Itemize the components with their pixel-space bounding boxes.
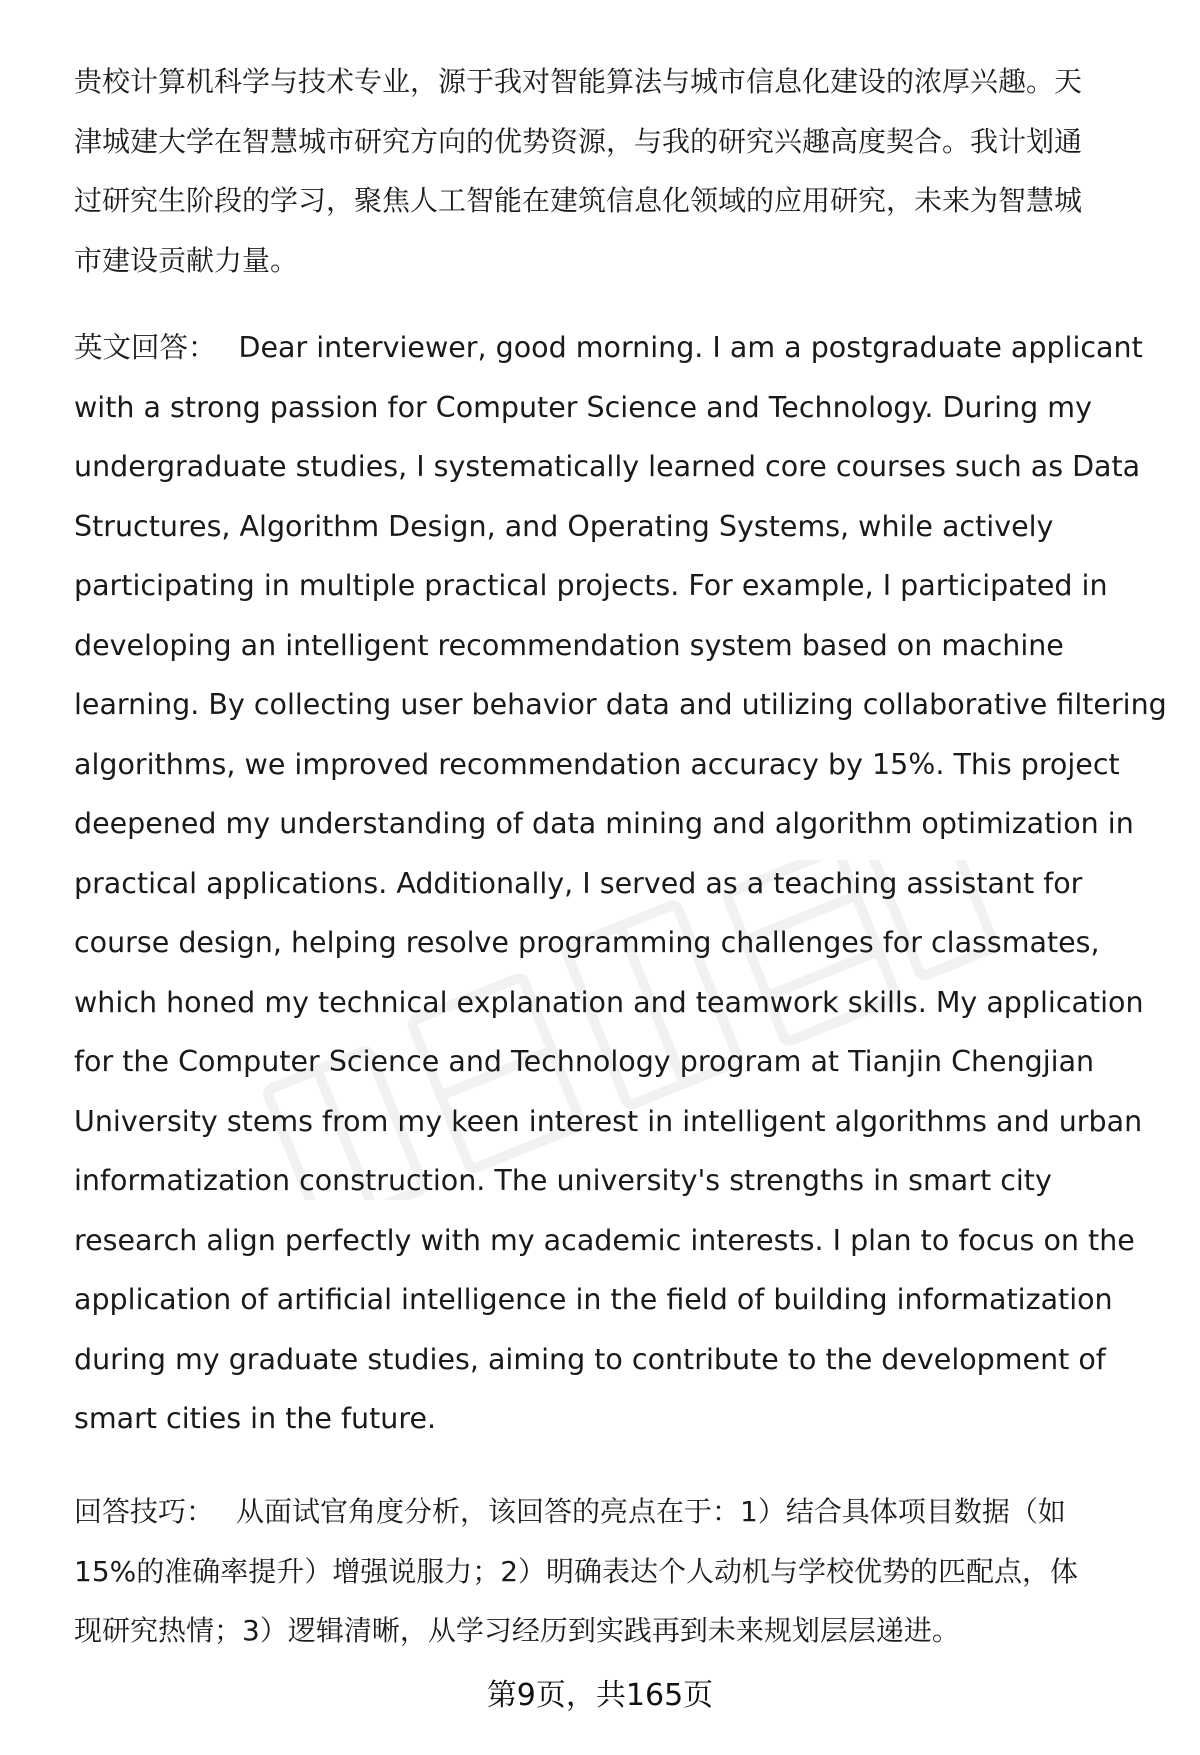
paragraph-line: for the Computer Science and Technology program at Tianjin Chengjian <box>74 1045 1095 1078</box>
paragraph-line: which honed my technical explanation and teamwork skills. My application <box>74 985 1144 1019</box>
paragraph-line: participating in multiple practical projects. For example, I participated in <box>74 569 1108 602</box>
paragraph-line: 过研究生阶段的学习，聚焦人工智能在建筑信息化领域的应用研究，未来为智慧城 <box>74 184 1083 217</box>
paragraph-line: during my graduate studies, aiming to contribute to the development of <box>74 1342 1106 1376</box>
paragraph-line: Structures, Algorithm Design, and Operating Systems, while actively <box>74 509 1054 543</box>
answer-tips-paragraph <box>74 1482 1154 1661</box>
paragraph-line: 15%的准确率提升）增强说服力；2）明确表达个人动机与学校优势的匹配点，体 <box>74 1554 1079 1588</box>
chinese-answer-paragraph <box>74 52 1154 290</box>
paragraph-line: with a strong passion for Computer Science and Technology. During my <box>74 390 1092 424</box>
answer-tips-label: 回答技巧： <box>74 1495 215 1528</box>
paragraph-line: developing an intelligent recommendation system based on machine <box>74 628 1064 662</box>
english-answer-label: 英文回答： <box>74 331 217 364</box>
paragraph-line: smart cities in the future. <box>74 1402 437 1435</box>
paragraph-line: practical applications. Additionally, I served as a teaching assistant for <box>74 866 1083 900</box>
paragraph-line <box>74 1482 1154 1542</box>
paragraph-line: 市建设贡献力量。 <box>74 243 299 277</box>
paragraph-line: learning. By collecting user behavior data and utilizing collaborative filtering <box>74 688 1167 721</box>
paragraph-line: 贵校计算机科学与技术专业，源于我对智能算法与城市信息化建设的浓厚兴趣。天 <box>74 65 1083 98</box>
page-number-footer: 第9页，共165页 <box>486 1678 714 1713</box>
paragraph-line: University stems from my keen interest in intelligent algorithms and urban <box>74 1104 1143 1138</box>
paragraph-line: application of artificial intelligence in the field of building informatization <box>74 1283 1113 1316</box>
answer-tips-first-line: 从面试官角度分析，该回答的亮点在于：1）结合具体项目数据（如 <box>236 1495 1066 1528</box>
paragraph-line: informatization construction. The university's strengths in smart city <box>74 1164 1052 1197</box>
paragraph-line: algorithms, we improved recommendation accuracy by 15%. This project <box>74 747 1120 781</box>
paragraph-line: research align perfectly with my academic interests. I plan to focus on the <box>74 1223 1135 1257</box>
paragraph-line: deepened my understanding of data mining and algorithm optimization in <box>74 807 1134 840</box>
paragraph-line: 现研究热情；3）逻辑清晰，从学习经历到实践再到未来规划层层递进。 <box>74 1614 960 1647</box>
english-answer-first-line: Dear interviewer, good morning. I am a postgraduate applicant <box>238 331 1143 364</box>
paragraph-line: 津城建大学在智慧城市研究方向的优势资源，与我的研究兴趣高度契合。我计划通 <box>74 124 1083 158</box>
paragraph-line: course design, helping resolve programming challenges for classmates, <box>74 926 1100 959</box>
paragraph-line <box>74 318 1154 378</box>
paragraph-line: undergraduate studies, I systematically learned core courses such as Data <box>74 450 1141 483</box>
english-answer-paragraph <box>74 318 1167 1449</box>
